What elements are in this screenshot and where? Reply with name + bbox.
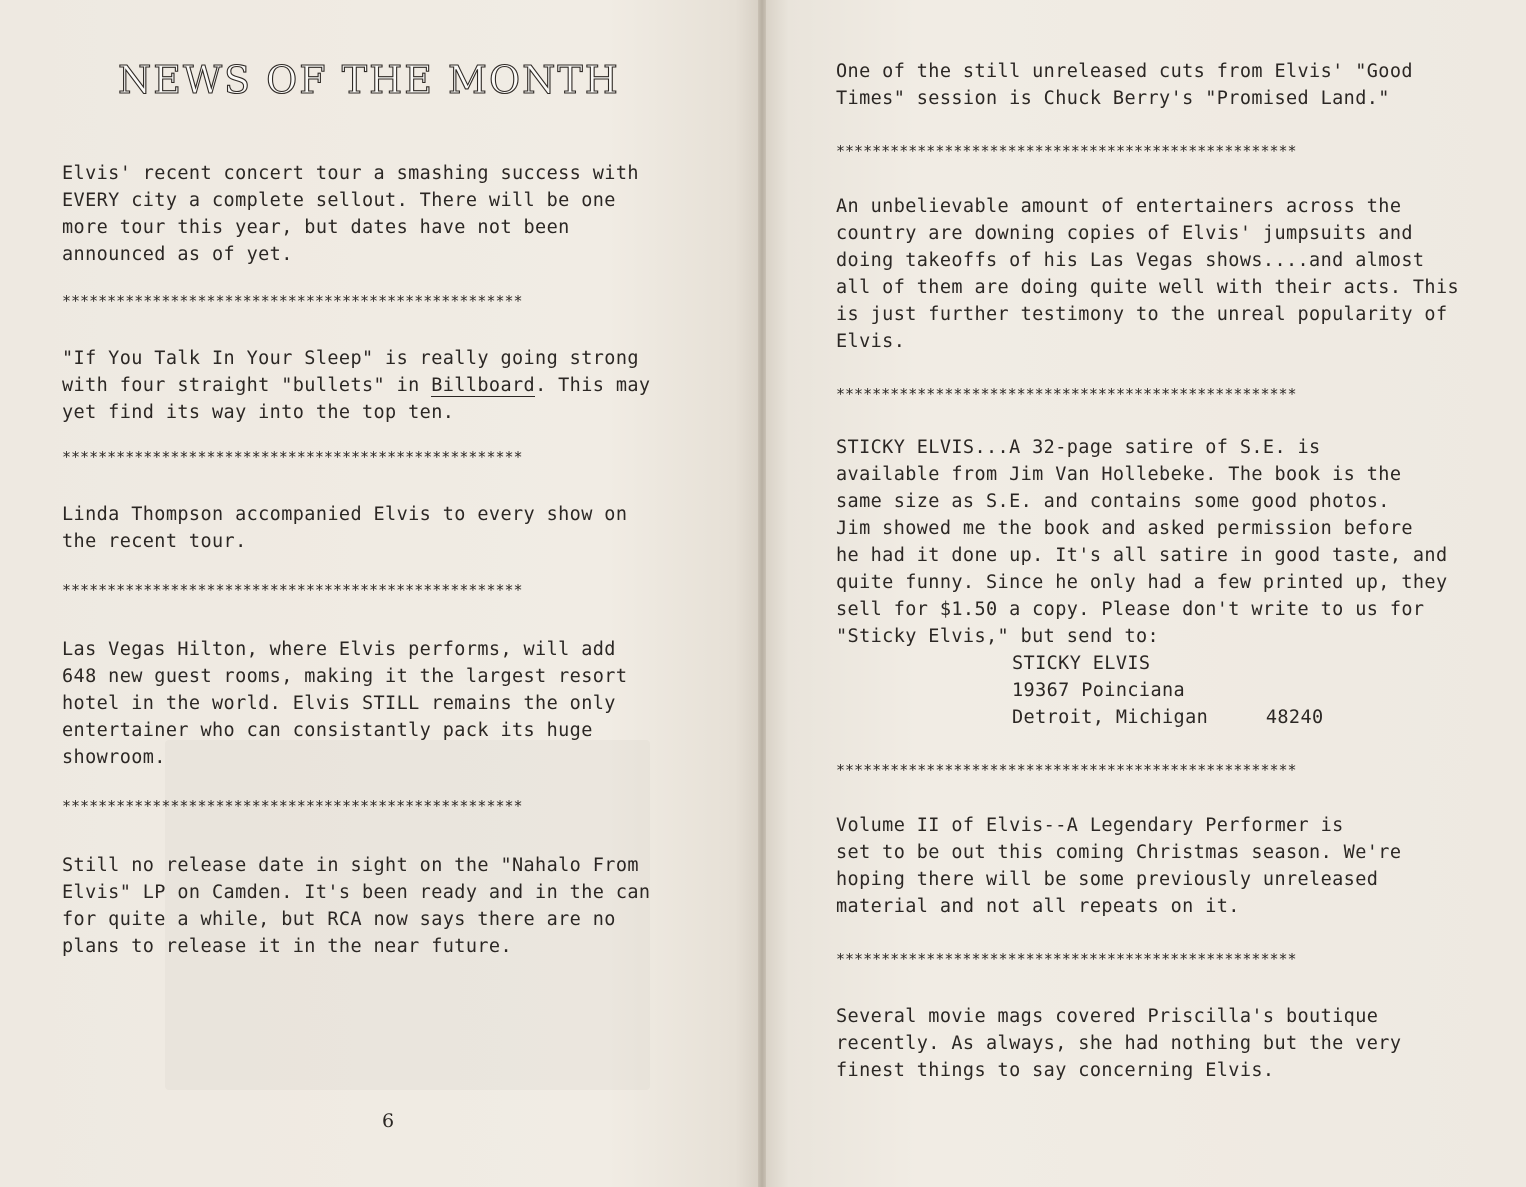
address-city: Detroit, Michigan 48240 bbox=[1012, 707, 1324, 728]
page-number: 6 bbox=[382, 1110, 395, 1132]
separator: *************************************************** bbox=[836, 385, 1297, 403]
news-item-sticky-elvis: STICKY ELVIS...A 32-page satire of S.E. is available from Jim Van Hollebeke. The book is the same size as S.E. and contains some good photos. Jim showed me the book and asked permission before he had it done up. It's all satire in good taste, and quite funny. Since he only had a few printed up, they sell for $1.50 a copy. Please don't write to us for "Sticky Elvis," but send to: bbox=[836, 437, 1448, 647]
news-item-entertainers: An unbelievable amount of entertainers across the country are downing copies of Elvis' jumpsuits and doing takeoffs of his Las Vegas shows....and almost all of them are doing quite well with their acts. This is just further testimony to the unreal popularity of Elvis. bbox=[836, 196, 1460, 352]
separator: *************************************************** bbox=[836, 142, 1297, 160]
news-item-priscilla-boutique: Several movie mags covered Priscilla's boutique recently. As always, she had nothing but the very finest things to say concerning Elvis. bbox=[836, 1006, 1402, 1081]
news-item-nahalo-lp: Still no release date in sight on the "Nahalo From Elvis" LP on Camden. It's been ready and in the can for quite a while, but RCA now says there are no plans to release it in the near future. bbox=[62, 855, 651, 957]
separator: *************************************************** bbox=[62, 448, 523, 466]
news-item-talk-in-your-sleep bbox=[62, 345, 712, 426]
sleep-text-end: . This may yet find its way into the top ten. bbox=[62, 375, 651, 423]
book-gutter bbox=[758, 0, 766, 1187]
billboard-title: Billboard bbox=[431, 375, 536, 396]
address-name: STICKY ELVIS bbox=[1012, 653, 1151, 674]
news-item-linda-thompson: Linda Thompson accompanied Elvis to every show on the recent tour. bbox=[62, 504, 628, 552]
news-item-las-vegas-hilton: Las Vegas Hilton, where Elvis performs, will add 648 new guest rooms, making it the largest resort hotel in the world. Elvis STILL remains the only entertainer who can consistantly pack its huge showroom. bbox=[62, 639, 628, 768]
separator: *************************************************** bbox=[62, 292, 523, 310]
page-title: NEWS OF THE MONTH bbox=[118, 58, 620, 102]
left-page bbox=[0, 0, 758, 1187]
right-news-column bbox=[836, 58, 1486, 1084]
news-item-promised-land: One of the still unreleased cuts from Elvis' "Good Times" session is Chuck Berry's "Promised Land." bbox=[836, 61, 1413, 109]
separator: *************************************************** bbox=[836, 761, 1297, 779]
separator: *************************************************** bbox=[836, 950, 1297, 968]
address-street: 19367 Poinciana bbox=[1012, 680, 1186, 701]
left-news-column bbox=[62, 160, 712, 960]
news-item-concert-tour: Elvis' recent concert tour a smashing success with EVERY city a complete sellout. There will be one more tour this year, but dates have not been announced as of yet. bbox=[62, 163, 639, 265]
sleep-text-start: "If You Talk In Your Sleep" is really going strong with four straight "bullets" in bbox=[62, 348, 639, 396]
sticky-elvis-address bbox=[836, 650, 1486, 731]
separator: *************************************************** bbox=[62, 581, 523, 599]
news-item-legendary-performer: Volume II of Elvis--A Legendary Performer is set to be out this coming Christmas season. We're hoping there will be some previously unreleased material and not all repeats on it. bbox=[836, 815, 1402, 917]
separator: *************************************************** bbox=[62, 797, 523, 815]
